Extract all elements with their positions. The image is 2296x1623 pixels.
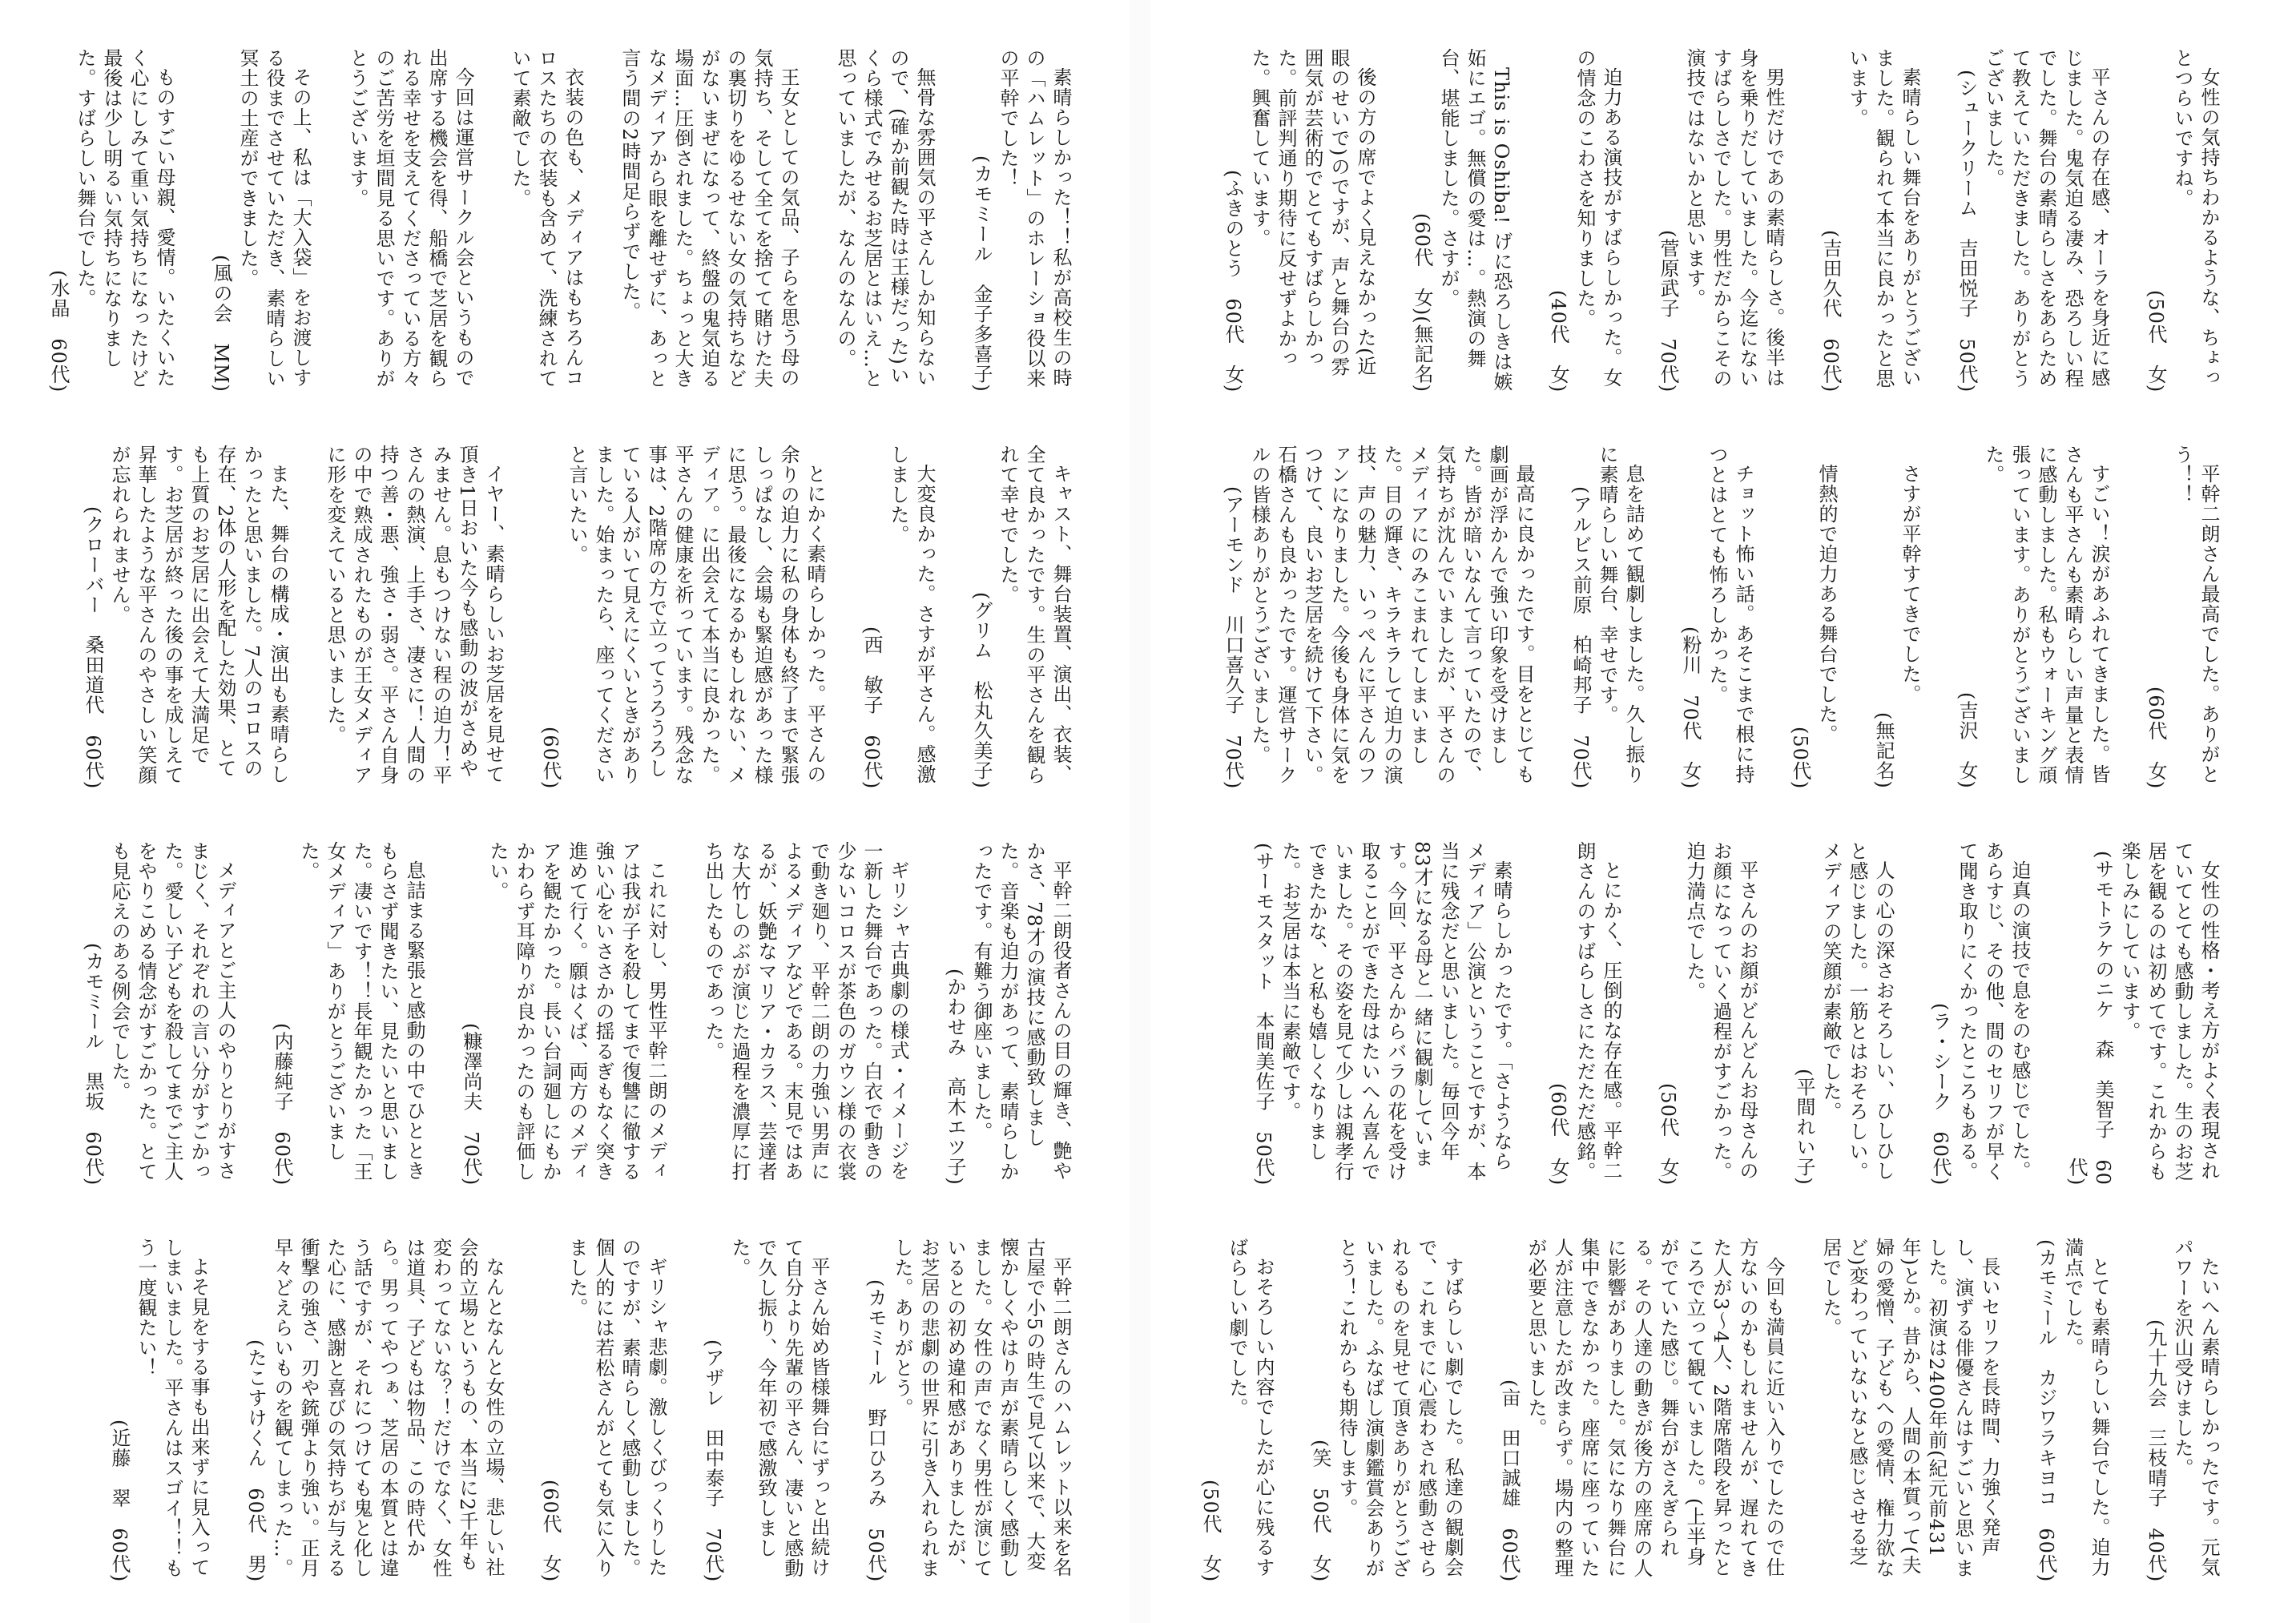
comment-entry <box>537 1238 669 1582</box>
comment-entry <box>79 445 291 789</box>
comment-entry <box>699 841 911 1186</box>
comment-signature: (60代 女) <box>2145 686 2167 789</box>
comment-signature: (たこすけくん 60代 男) <box>244 1339 267 1582</box>
comment-signature: (九十九会 三枝晴子 40代) <box>2145 1319 2167 1582</box>
comment-text: これに対し、男性平幹二朗のメディアは我が子を殺してまで復讐に徹する強い心をいささかの揺るぎもなく突き進めて行く。願はくば、両方のメディアを観たかった。長い台詞廻しにもかかわらず耳障りが良かったのも評価したい。 <box>486 841 667 1182</box>
comment-entry <box>207 48 313 393</box>
comment-signature: (アルビス前原 柏崎邦子 70代) <box>1569 485 1592 789</box>
comment-tier-4 <box>80 1238 1073 1582</box>
comment-text: 素晴らしい舞台をありがとうございました。観られて本当に良かったと思います。 <box>1846 48 1921 389</box>
comment-signature: (60代 女) <box>1547 1082 1569 1186</box>
comment-text: チョット怖い話。あそこまで根に持つとはとても怖ろしかった。 <box>1706 445 1754 784</box>
comment-signature: (グリム 松丸久美子) <box>970 592 993 789</box>
comment-entry <box>1250 841 1514 1186</box>
comment-signature: (糠澤尚夫 70代) <box>460 1022 482 1186</box>
comment-signature: (ふきのとう 60代 女) <box>1222 169 1244 393</box>
comment-entry <box>832 48 937 393</box>
comment-signature: (ラ・シーク 60代) <box>1929 1002 1952 1186</box>
comment-text: 今回も満員に近い入りでしたので仕方ないのかもしれませんが、遅れてきた人が3〜4人、2階席階段を昇ったところで立って観ていました。(上半身がでていた感じ。舞台がさえぎられる。その人達の動きが後方の座席の人に影響がありました。気になり舞台に集中できなかった。座席に座っていた人が注意したが改まらず。場内の整理が必要と思いました。 <box>1525 1238 1785 1578</box>
comment-text: なんとなんと女性の立場、悲しい社会的立場というもの、本当に2千年も変わってないな？！だけでなく、女性は道具、子どもは物品、この時代から。男ってやつぁ、芝居の本質とは違う話ですが、それにつけても鬼と化した心に、感謝と喜びの気持ちが与える衝撃の強さ、刃や銃弾より強い。正月早々どえらいものを観てしまった…。 <box>271 1238 505 1578</box>
comment-entry <box>1197 1238 1276 1582</box>
comment-signature: (吉田久代 60代) <box>1819 229 1842 393</box>
comment-text: イヤー、素晴らしいお芝居を見せて頂き1日おいた今も感動の波がさめやみません。息もつけない程の迫力！平さんの熱演、上手さ、凄さに！人間の持つ善・悪、強さ・弱さ。平さん自身の中で熟成されたものが王女メディアに形を変えていると思いました。 <box>324 445 505 785</box>
comment-entry <box>616 48 801 393</box>
comment-text: 長いセリフを長時間、力強く発声し、演ずる俳優さんはすごいと思いました。初演は2400年前(紀元前431年)とか。昔から、人間の本質って(夫婦の愛憎、子どもへの愛情、権力欲など)変わっていないなと感じさせる芝居でした。 <box>1819 1238 2000 1578</box>
comment-text: 平さん始め皆様舞台にずっと出続けて自分より先輩の平さん、凄いと感動で久し振り、今年初で感激致しました。 <box>728 1238 830 1578</box>
comment-signature: (カモミール 黒坂 60代) <box>82 942 104 1186</box>
comment-entry <box>1953 445 2112 789</box>
comment-text: 平幹二朗役者さんの目の輝き、艶やかさ、78才の演技に感動致しました。音楽も迫力があって、素晴らしかったです。有難う御座いました。 <box>970 841 1072 1182</box>
comment-entry <box>1927 841 2032 1186</box>
comment-text: 無骨な雰囲気の平さんしか知らないので、(確か前観た時は王様だった)いくら様式でみせるお芝居とはいえ…と思っていましたが、なんのなんの。 <box>834 48 936 389</box>
comment-text: たいへん素晴らしかったです。元気パワーを沢山受けました。 <box>2171 1238 2220 1577</box>
comment-signature: (アーモンド 川口喜久子 70代) <box>1222 485 1244 789</box>
comment-signature: (カモミール カジワラキヨコ 60代) <box>2035 1238 2057 1582</box>
comment-text: 平幹二朗さん最高でした。ありがとう！！ <box>2171 445 2220 784</box>
comment-entry <box>1545 48 1624 393</box>
comment-entry <box>268 841 427 1186</box>
comment-signature: (サモトラケのニケ 森 美智子 60代) <box>2065 851 2114 1186</box>
comment-entry <box>862 1238 1073 1582</box>
comment-entry <box>2142 48 2221 393</box>
comment-tier-1 <box>1222 48 2221 393</box>
comment-tier-1 <box>47 48 1073 393</box>
comment-signature: (亩 田口誠雄 60代) <box>1498 1379 1521 1582</box>
comment-text: This is Oshiba! げに恐ろしきは嫉妬にエゴ。無償の愛は…。熱演の舞台、堪能しました。さすが。 <box>1437 48 1513 392</box>
comment-text: キャスト、舞台装置、演出、衣装、全て良かったです。生の平さんを観られて幸せでした。 <box>997 445 1072 785</box>
comment-text: さすが平幹すてきでした。 <box>1899 464 1921 704</box>
comment-signature: (50代 女) <box>2145 289 2167 393</box>
comment-signature: (カモミール 野口ひろみ 50代) <box>864 1279 887 1582</box>
comment-entry <box>1307 1238 1465 1582</box>
comment-entry <box>858 445 937 789</box>
comment-text: 素晴らしかったです。「さようならメディア」公演ということですが、本当に残念だと思いました。毎回今年83才になる母と一緒に観劇しています。今回、平さんからバラの花を受け取ることができた母はたいへん喜んでいました。その姿を見て少しは親孝行できたかな、と私も嬉しくなりました。お芝居は本当に素敵です。 <box>1279 841 1513 1182</box>
comment-signature: (カモミール 金子多喜子) <box>970 155 993 393</box>
comment-text: とても素晴らしい舞台でした。迫力満点でした。 <box>2061 1238 2110 1577</box>
comment-entry <box>1496 1238 1786 1582</box>
comment-signature: (無記名) <box>1872 712 1895 789</box>
comment-tier-3 <box>80 841 1073 1186</box>
comment-signature: (40代 女) <box>1547 289 1569 393</box>
comment-entry <box>1219 445 1537 789</box>
comment-text: ものすごい母親、愛情。いたくいたく心にしみて重い気持ちになったけど最後は少し明るい気持ちになりました。すばらしい舞台でした。 <box>74 48 175 389</box>
comment-entry <box>506 48 586 393</box>
comment-signature: (風の会 MM) <box>210 255 232 393</box>
comment-text: 平さんの存在感、オーラを身近に感じました。鬼気迫る凄み、恐ろしい程でした。舞台の素晴らしさをあらためて教えていただきました。ありがとうございました。 <box>1982 48 2110 389</box>
comment-entry <box>537 445 828 789</box>
comment-text: また、舞台の構成・演出も素晴らしかったと思いました。7人のコロスの存在、2体の人形を配した効果、とても上質のお芝居に出会えて大満足です。お芝居が終った後の事を成しえて昇華したような平さんのやさしい笑顔が忘れられません。 <box>108 445 289 785</box>
comment-signature: (アザレ 田中泰子 70代) <box>702 1339 724 1582</box>
comment-signature: (笑 50代 女) <box>1309 1439 1331 1582</box>
comment-text: 迫力ある演技がすばらしかった。女の情念のこわさを知りました。 <box>1573 48 1622 388</box>
comment-entry <box>79 841 238 1186</box>
comment-text: すごい！涙があふれてきました。皆さんも平さんも素晴らしい声量と表情に感動しました。私もウォーキング頑張っています。ありがとうございました。 <box>1982 445 2110 785</box>
comment-text: 息詰まる緊張と感動の中でひとときもらさず聞きたい、見たいと思いました。凄いです！！長年観たかった「王女メディア」ありがとうございました。 <box>297 841 425 1182</box>
comment-entry <box>1654 48 1786 393</box>
comment-signature: (60代 女)(無記名) <box>1411 213 1433 393</box>
comment-text: 最高に良かったです。目をとじても劇画が浮かんで強い印象を受けました。皆が暗いなんて言っていたので、気持ちが沈んでいましたが、平さんのメディアにのみこまれてしまいました。目の輝き、キラキラして迫力の演技、声の魅力、いっぺんに平さんのファンになりました。今後も身体に気をつけて、良いお芝居を続けて下さい。石橋さんも良かったです。運営サークルの皆様ありがとうございました。 <box>1248 445 1535 785</box>
comment-text: 平幹二朗さんのハムレット以来を名古屋で小5の時生で見て以来で、大変懐かしくやはり声が素晴らしく感動しました。女性の声でなく男性が演じているとの初め違和感がありましたが、お芝居の悲劇の世界に引き入れられました。ありがとう。 <box>891 1238 1072 1578</box>
comment-tier-2 <box>1222 445 2221 789</box>
comment-text: 衣装の色も、メディアはもちろんコロスたちの衣装も含めて、洗練されていて素敵でした。 <box>509 48 584 389</box>
comment-text: ギリシャ悲劇。激しくびっくりしたのですが、素晴らしく感動しました。個人的には若松さんがとても気に入りました。 <box>566 1238 667 1578</box>
comment-text: 男性だけであの素晴らしさ。後半は身を乗りだしていました。今迄にないすばらしさでした。男性だからこその演技ではないかと思います。 <box>1683 48 1785 389</box>
comment-entry <box>242 1238 506 1582</box>
comment-entry <box>2032 1238 2112 1582</box>
comment-entry <box>1219 48 1378 393</box>
comment-text: 迫真の演技で息をのむ感じでした。あらすじ、その他、間のセリフが早くて聞き取りにくかったところもある。 <box>1956 841 2031 1182</box>
comment-text: とにかく、圧倒的な存在感。平幹二朗さんのすばらしさにただただ感銘。 <box>1573 841 1622 1182</box>
comment-text: おそろしい内容でしたが心に残るすばらしい劇でした。 <box>1226 1238 1275 1577</box>
comment-entry <box>1786 445 1839 789</box>
comment-entry <box>1567 445 1646 789</box>
comment-signature: (粉川 70代 女) <box>1679 626 1702 789</box>
comment-signature: (吉沢 女) <box>1956 692 1978 789</box>
comment-entry <box>1654 841 1760 1186</box>
comment-entry <box>1408 48 1514 393</box>
comment-tier-2 <box>80 445 1073 789</box>
comment-text: すばらしい劇でした。私達の観劇会で、これまでに心震わされ感動させられるものを見せて頂きありがとうございました。ふなばし演劇鑑賞会ありがとう！これからも期待します。 <box>1335 1238 1464 1578</box>
comment-text: 後の方の席でよく見えなかった(近眼のせいで)のですが、声と舞台の雰囲気が芸術的でとてもすばらしかった。前評判通り期待に反せずよかった。興奮しています。 <box>1248 48 1376 377</box>
comment-entry <box>1790 841 1896 1186</box>
comment-signature: (50代 女) <box>1657 1082 1679 1186</box>
comment-entry <box>968 48 1073 393</box>
comment-text: 今回は運営サークル会というもので出席する機会を得、船橋で芝居を観られる幸せを支えてくださっている方々のご苦労を垣間見る思いです。ありがとうございます。 <box>346 48 474 389</box>
comment-signature: (近藤 翠 60代) <box>108 1419 131 1582</box>
comment-entry <box>2142 445 2221 789</box>
comment-signature: (サーモスタット 本間美佐子 50代) <box>1252 842 1275 1186</box>
comment-signature: (水晶 60代) <box>47 269 70 393</box>
comment-signature: (50代) <box>1789 726 1811 789</box>
comment-signature: (60代) <box>539 726 562 789</box>
comment-text: 女性の性格・考え方がよく表現されていてとても感動しました。生のお芝居を観るのは初めてです。これからも楽しみにしています。 <box>2118 841 2220 1182</box>
comment-entry <box>457 841 669 1186</box>
comment-entry <box>968 445 1073 789</box>
comment-text: 情熱的で迫力ある舞台でした。 <box>1815 464 1838 744</box>
comment-text: 女性の気持ちわかるような、ちょっとつらいですね。 <box>2171 48 2220 388</box>
comment-text: 素晴らしかった！！私が高校生の時の「ハムレット」のホレーショ役以来の平幹でした！ <box>997 48 1072 389</box>
comment-entry <box>1870 445 1923 789</box>
comment-tier-3 <box>1228 841 2221 1186</box>
comment-text: その上、私は「大入袋」をお渡しする役までさせていただき、素晴らしい冥土の土産ができました。 <box>236 48 312 389</box>
comment-signature: (60代 女) <box>539 1479 562 1582</box>
comment-signature: (クローバー 桑田道代 60代) <box>82 505 104 789</box>
comment-entry <box>941 841 1073 1186</box>
comment-signature: (平間れい子) <box>1793 1069 1815 1186</box>
comment-signature: (50代 女) <box>1199 1479 1222 1582</box>
comment-entry <box>1545 841 1624 1186</box>
comment-signature: (かわせみ 高木エツ子) <box>944 969 966 1186</box>
comment-entry <box>45 48 177 393</box>
comment-entry <box>2142 1238 2221 1582</box>
comment-text: 平さんのお顔がどんどんお母さんのお顔になっていく過程がすごかった。迫力満点でした。 <box>1683 841 1758 1182</box>
page-right <box>1148 0 2296 1623</box>
comment-text: ギリシャ古典劇の様式・イメージを一新した舞台であった。白衣で動きの少ないコロスが茶色のガウン様の衣裳で動き廻り、平幹二朗の力強い男声によるメディアなどである。末見ではあるが、妖艶なマリア・カラス、芸達者な大竹しのぶが演じた過程を濃厚に打ち出したものであった。 <box>702 841 909 1182</box>
comment-text: 息を詰めて観劇しました。久し振りに素晴らしい舞台、幸せです。 <box>1596 445 1645 784</box>
comment-entry <box>1817 1238 2002 1582</box>
comment-entry <box>2063 841 2221 1186</box>
comment-text: 人の心の深さおそろしい、ひしひしと感じました。一筋とはおそろしい。メディアの笑顔が素敵でした。 <box>1819 841 1895 1182</box>
comment-tier-4 <box>1199 1238 2221 1582</box>
comment-signature: (菅原武子 70代) <box>1657 229 1679 393</box>
comment-entry <box>106 1238 211 1582</box>
comment-text: 大変良かった。さすが平さん。感激しました。 <box>887 445 936 784</box>
comment-signature: (西 敏子 60代) <box>860 626 883 789</box>
comment-text: とにかく素晴らしかった。平さんの余りの迫力に私の身体も終了まで緊張しっぱなし、会場も緊迫感があった様に思う。最後になるかもしれない、メディア。に出会えて本当に良かった。平さんの健康を祈っています。残念な事は、2階席の方で立ってうろうろしている人がいて見えにくいときがありました。始まったら、座ってくださいと言いたい。 <box>566 445 826 785</box>
comment-text: 王女としての気品、子らを思う母の気持ち、そして全てを捨てて賭けた夫の裏切りをゆるせない女の気持ちなどがないまぜになって、終盤の鬼気迫る場面…圧倒されました。ちょっと大きなメディアから眼を離せずに、あっと言う間の2時間足らずでした。 <box>618 48 800 389</box>
comment-entry <box>344 48 476 393</box>
comment-entry <box>699 1238 832 1582</box>
comment-signature: (シュークリーム 吉田悦子 50代) <box>1956 69 1978 393</box>
comment-text: メディアとご主人のやりとりがすさまじく、それぞれの言い分がすごかった。愛しい子どもを殺してまでご主人をやりこめる情念がすごかった。とても見応えのある例会でした。 <box>108 841 236 1182</box>
comment-signature: (内藤純子 60代) <box>271 1022 293 1186</box>
comment-entry <box>1677 445 1756 789</box>
comment-text: よそ見をする事も出来ずに見入ってしまいました。平さんはスゴイ！！もう一度観たい！ <box>135 1238 210 1578</box>
comment-entry <box>321 445 506 789</box>
comment-entry <box>1953 48 2112 393</box>
comment-entry <box>1817 48 1923 393</box>
